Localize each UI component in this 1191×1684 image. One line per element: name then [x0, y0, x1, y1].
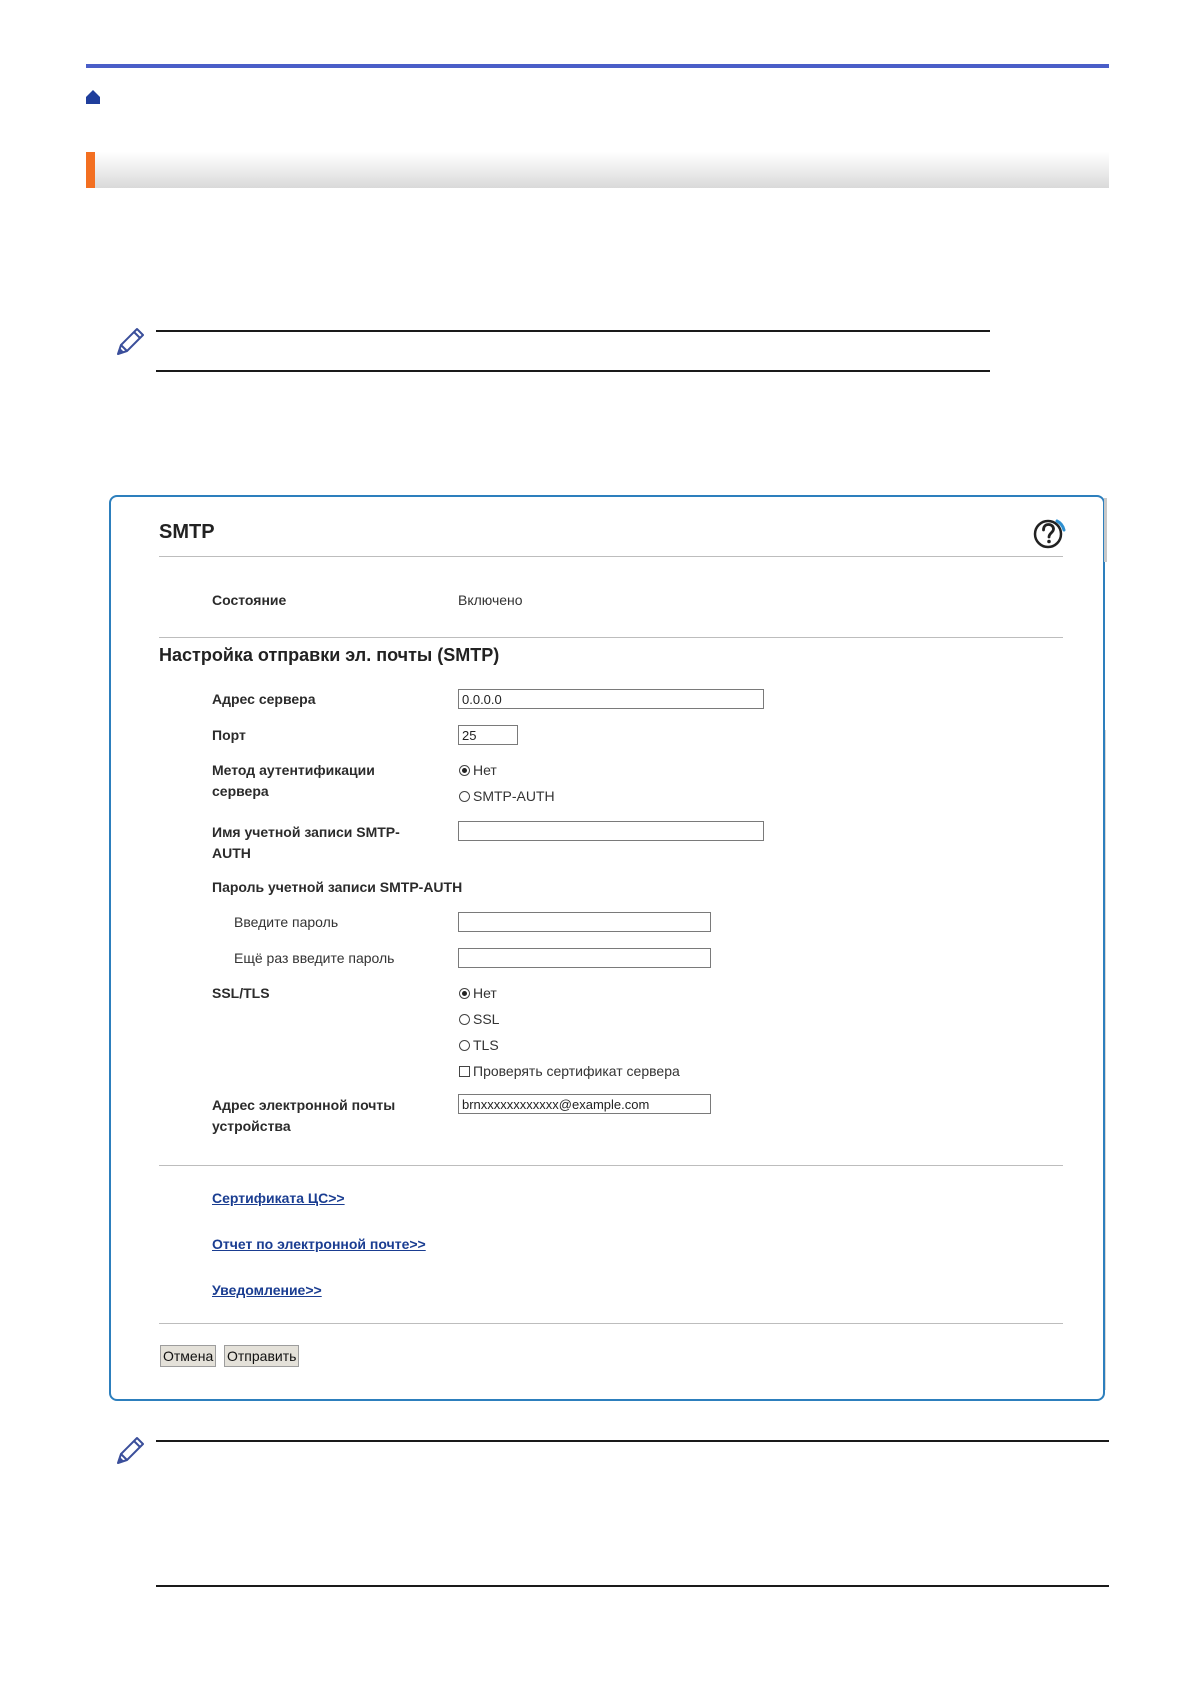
title-divider — [159, 556, 1063, 557]
home-icon[interactable] — [85, 89, 101, 105]
pencil-note-icon — [112, 1435, 146, 1469]
status-value: Включено — [458, 592, 523, 608]
radio-icon[interactable] — [459, 1014, 470, 1025]
ca-certificate-link[interactable]: Сертификата ЦС>> — [212, 1190, 345, 1206]
reenter-password-input[interactable] — [458, 948, 711, 968]
account-name-label-line1: Имя учетной записи SMTP- — [212, 824, 400, 840]
email-report-link[interactable]: Отчет по электронной почте>> — [212, 1236, 426, 1252]
account-name-label-line2: AUTH — [212, 845, 251, 861]
pencil-note-icon — [112, 326, 146, 360]
ssl-tls-option-ssl[interactable] — [459, 1010, 499, 1028]
auth-method-label-line1: Метод аутентификации — [212, 762, 375, 778]
section-title-bar — [86, 152, 1109, 188]
links-divider — [159, 1323, 1063, 1324]
cancel-button[interactable]: Отмена — [160, 1345, 216, 1367]
smtp-section-heading: Настройка отправки эл. почты (SMTP) — [159, 645, 500, 665]
enter-password-label: Введите пароль — [234, 914, 339, 930]
account-name-input[interactable] — [458, 821, 764, 841]
note2-rule-bottom — [156, 1585, 1109, 1587]
checkbox-icon[interactable] — [459, 1066, 470, 1077]
panel-title: SMTP — [159, 521, 215, 543]
note-rule-top — [156, 330, 990, 332]
panel-scrollbar-track — [1105, 730, 1106, 1390]
ssl-tls-option-ssl-label: SSL — [473, 1011, 500, 1027]
account-password-label: Пароль учетной записи SMTP-AUTH — [212, 879, 463, 895]
status-divider — [159, 637, 1063, 638]
fields-divider — [159, 1165, 1063, 1166]
note2-rule-top — [156, 1440, 1109, 1442]
radio-selected-icon[interactable] — [459, 765, 470, 776]
ssl-tls-option-tls-label: TLS — [473, 1037, 499, 1053]
server-address-input[interactable] — [458, 689, 764, 709]
auth-method-option-smtp-auth-label: SMTP-AUTH — [473, 788, 555, 804]
account-name-label — [212, 822, 400, 864]
radio-icon[interactable] — [459, 1040, 470, 1051]
auth-method-option-none[interactable] — [459, 761, 497, 779]
device-email-input[interactable] — [458, 1094, 711, 1114]
help-icon[interactable] — [1032, 516, 1066, 550]
device-email-label-line1: Адрес электронной почты — [212, 1097, 396, 1113]
radio-selected-icon[interactable] — [459, 988, 470, 999]
auth-method-option-none-label: Нет — [473, 762, 497, 778]
port-input[interactable] — [458, 725, 518, 745]
verify-server-cert-checkbox[interactable] — [459, 1062, 680, 1080]
radio-icon[interactable] — [459, 791, 470, 802]
section-accent — [86, 152, 95, 188]
notification-link[interactable]: Уведомление>> — [212, 1282, 322, 1298]
auth-method-option-smtp-auth[interactable] — [459, 787, 555, 805]
submit-button[interactable]: Отправить — [224, 1345, 299, 1367]
note-rule-bottom — [156, 370, 990, 372]
ssl-tls-option-none-label: Нет — [473, 985, 497, 1001]
header-rule — [86, 64, 1109, 68]
port-label: Порт — [212, 727, 246, 743]
ssl-tls-option-tls[interactable] — [459, 1036, 499, 1054]
enter-password-input[interactable] — [458, 912, 711, 932]
auth-method-label — [212, 760, 375, 802]
device-email-label-line2: устройства — [212, 1118, 291, 1134]
ssl-tls-option-none[interactable] — [459, 984, 497, 1002]
panel-scrollbar-thumb[interactable] — [1104, 498, 1107, 562]
auth-method-label-line2: сервера — [212, 783, 269, 799]
server-address-label: Адрес сервера — [212, 691, 316, 707]
device-email-label — [212, 1095, 395, 1137]
status-label: Состояние — [212, 592, 287, 608]
reenter-password-label: Ещё раз введите пароль — [234, 950, 395, 966]
ssl-tls-label: SSL/TLS — [212, 985, 270, 1001]
verify-server-cert-label: Проверять сертификат сервера — [473, 1063, 680, 1079]
